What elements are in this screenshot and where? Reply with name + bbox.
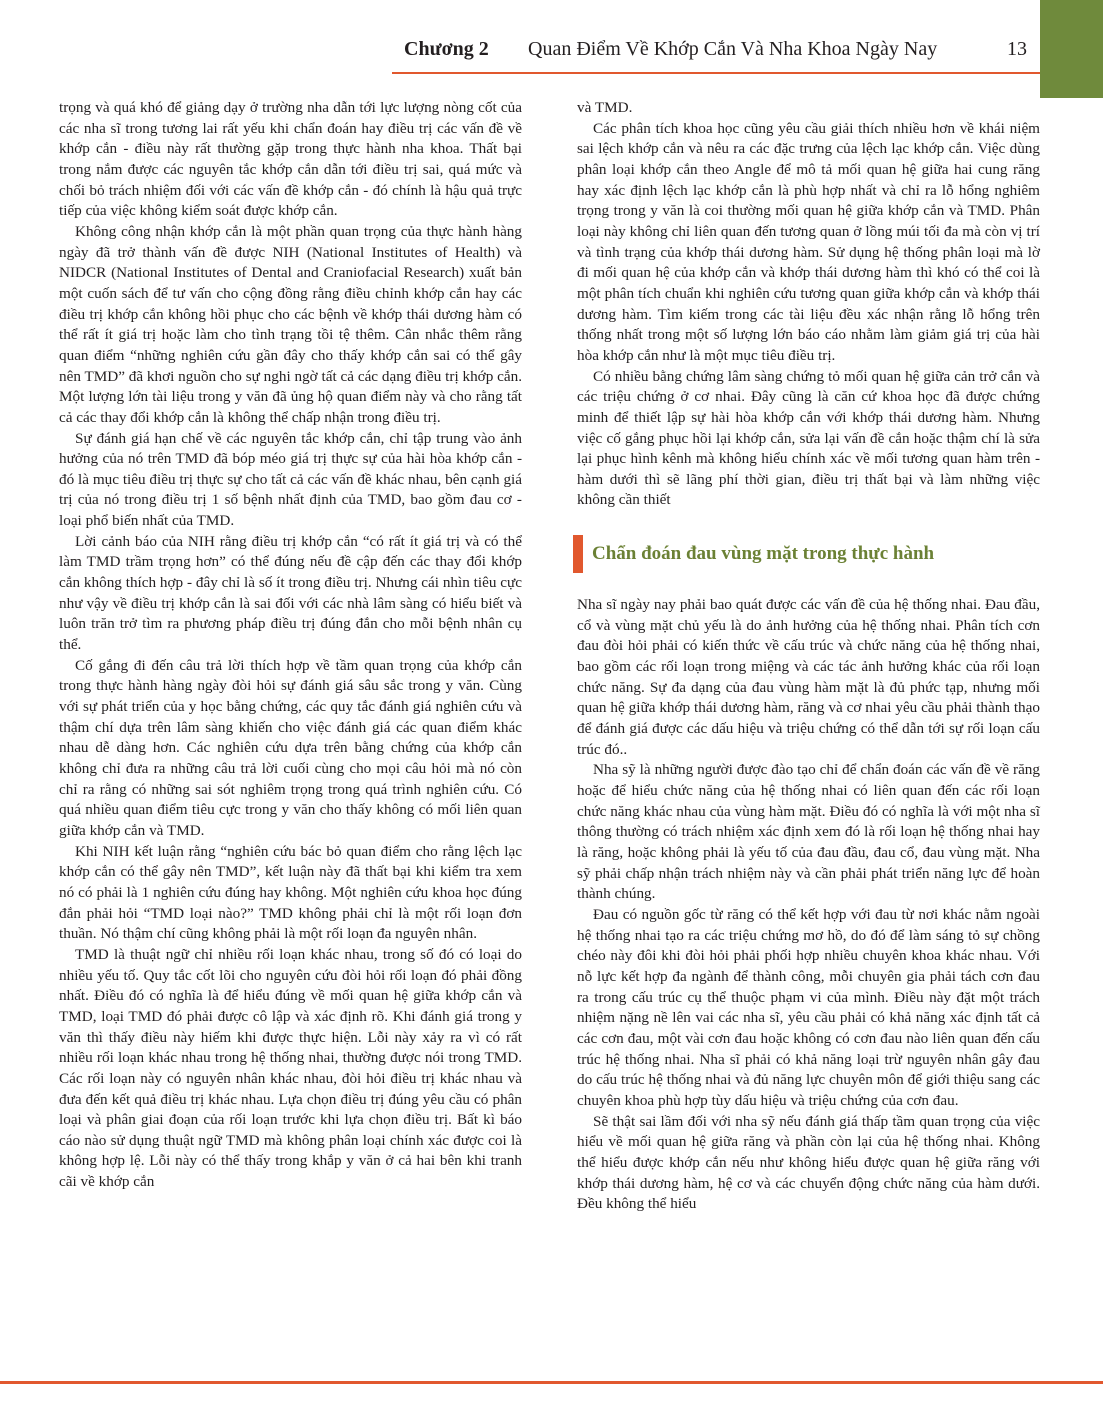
footer-rule [0, 1381, 1103, 1384]
section-heading: Chẩn đoán đau vùng mặt trong thực hành [573, 535, 1040, 573]
paragraph: Sự đánh giá hạn chế về các nguyên tắc khớp cắn, chỉ tập trung vào ảnh hưởng của nó trên TMD đã bóp méo giá trị thực sự của hài hòa khớp cắn - đó là mục tiêu điều trị thực sự cho tất cả các vấn đề khác nhau, bên cạnh giá trị của nó trong điều trị 1 số bệnh nhất định của TMD, bao gồm đau cơ - loại phổ biến nhất của TMD. [59, 429, 522, 530]
chapter-label: Chương 2 [404, 38, 489, 60]
paragraph: Đau có nguồn gốc từ răng có thể kết hợp với đau từ nơi khác nằm ngoài hệ thống nhai tạo ra các triệu chứng mơ hồ, do đó để làm sáng tỏ sự chồng chéo này đôi khi đòi hỏi phải phối hợp nhiều chuyên khoa khác nhau. Với nỗ lực kết hợp đa ngành để thành công, mỗi chuyên gia phải tách cơn đau ra trong cấu trúc cụ thể thuộc phạm vi của mình. Điều này đặt một trách nhiệm nặng nề lên vai các nha sĩ, yêu cầu phải có khả năng xác định tất cả các cơn đau, một vài cơn đau hoặc không có cơn đau nào liên quan đến cấu trúc hệ thống nhai. Nha sĩ phải có khả năng loại trừ nguyên nhân gây đau do cấu trúc hệ thống nhai và đủ năng lực chuyên môn để giới thiệu sang các chuyên khoa phù hợp tùy dấu hiệu và triệu chứng của cơn đau. [577, 905, 1040, 1109]
paragraph: và TMD. [577, 99, 633, 116]
page-number: 13 [1007, 38, 1027, 60]
paragraph: Không công nhận khớp cắn là một phần quan trọng của thực hành hàng ngày đã trở thành vấn đề được NIH (National Institutes of Health) và NIDCR (National Institutes of Dental and Craniofacial Research) xuất bản một cuốn sách để tư vấn cho cộng đồng rằng điều chỉnh khớp cắn hay các điều trị khớp cắn không hồi phục cho các bệnh về khớp thái dương hàm có thể rất ít giá trị hoặc làm cho tình trạng tồi tệ thêm. Cân nhắc thêm rằng quan điểm “những nghiên cứu gần đây cho thấy khớp cắn sai có thể gây nên TMD” đã khơi nguồn cho sự nghi ngờ tất cả các dạng điều trị khớp cắn. Một lượng lớn tài liệu trong y văn đã ủng hộ quan điểm này và cho rằng tất cả các thay đổi khớp cắn là không thể chấp nhận trong điều trị. [59, 222, 522, 426]
paragraph: trọng và quá khó để giảng dạy ở trường nha dẫn tới lực lượng nòng cốt của các nha sĩ trong tương lai rất yếu khi chẩn đoán hay điều trị các vấn đề về khớp cắn - điều này rất thường gặp trong thực hành nha khoa. Thất bại trong nắm được các nguyên tắc khớp cắn dẫn tới điều trị sai, quá mức và chối bỏ trách nhiệm đối với các vấn đề khớp cắn - đó chính là hậu quả trực tiếp của việc không kiểm soát được khớp cắn. [59, 99, 522, 220]
paragraph: Nha sĩ ngày nay phải bao quát được các vấn đề của hệ thống nhai. Đau đầu, cổ và vùng mặt chủ yếu là do ảnh hưởng của hệ thống nhai. Phân tích cơn đau đòi hỏi phải có kiến thức về cấu trúc và chức năng của hệ thống nhai, bao gồm các rối loạn trong miệng và các tác ảnh hưởng khác của rối loạn chức năng. Sự đa dạng của đau vùng hàm mặt là đủ phức tạp, nhưng mối quan hệ giữa khớp thái dương hàm, răng và cơ nhai yêu cầu phải thành thạo để đánh giá được các dấu hiệu và triệu chứng có thể dẫn tới sự rối loạn cấu trúc đó.. [577, 596, 1040, 758]
paragraph: Sẽ thật sai lầm đối với nha sỹ nếu đánh giá thấp tầm quan trọng của việc hiểu về mối quan hệ giữa răng và phần còn lại của hệ thống nhai. Không thể hiểu được khớp cắn nếu như không hiểu được quan hệ giữa răng với khớp thái dương hàm, hệ cơ và các chuyển động chức năng của hàm dưới. Đều không thể hiểu [577, 1112, 1040, 1213]
header-rule [392, 72, 1040, 74]
chapter-title: Quan Điểm Về Khớp Cắn Và Nha Khoa Ngày Nay [528, 38, 938, 60]
paragraph: Có nhiều bằng chứng lâm sàng chứng tỏ mối quan hệ giữa cản trở cắn và các triệu chứng ở cơ nhai. Đây cũng là căn cứ khoa học đã được chứng minh để thiết lập sự hài hòa khớp cắn với khớp thái dương hàm. Nhưng việc cố gắng phục hồi lại khớp cắn, sửa lại vấn đề cắn hoặc thậm chí là sửa lại phục hình kênh mà không hiểu chính xác về mối tương quan hàm trên - hàm dưới thì sẽ lãng phí thời gian, điều trị thất bại và làm những việc không cần thiết [577, 367, 1040, 509]
paragraph: Lời cảnh báo của NIH rằng điều trị khớp cắn “có rất ít giá trị và có thể làm TMD trầm trọng hơn” có thể đúng nếu đề cập đến các thay đổi khớp cắn không thích hợp - đây chỉ là số ít trong điều trị. Nhưng cái nhìn tiêu cực như vậy về điều trị khớp cắn là sai đối với các nhà lâm sàng có hiểu biết và luôn trăn trở tìm ra phương pháp điều trị đúng đắn cho mỗi bệnh nhân cụ thể. [59, 532, 522, 654]
paragraph: Nha sỹ là những người được đào tạo chỉ để chẩn đoán các vấn đề về răng hoặc để hiểu chức năng của hệ thống nhai có liên quan đến các rối loạn chức năng khác nhau của vùng hàm mặt. Điều đó có nghĩa là với một nha sĩ thông thường có trách nhiệm xác định xem đó là rối loạn hệ thống nhai hay là răng, hoặc không phải là yếu tố của đau đầu, đau cổ, đau vùng mặt. Nha sỹ phải chấp nhận trách nhiệm này và cần phải phát triển năng lực để hoàn thành chúng. [577, 761, 1040, 903]
paragraph: Cố gắng đi đến câu trả lời thích hợp về tầm quan trọng của khớp cắn trong thực hành hàng ngày đòi hỏi sự đánh giá sâu sắc trong y văn. Cùng với sự phát triển của y học bằng chứng, các quy tắc đánh giá nghiên cứu và thậm chí dựa trên lâm sàng khiến cho việc đánh giá các quan điểm khác nhau dễ dàng hơn. Các nghiên cứu dựa trên bằng chứng của khớp cắn không chỉ đưa ra những câu trả lời cuối cùng cho mọi câu hỏi mà nó còn chỉ ra rằng có những sai sót nghiêm trọng trong quá trình nghiên cứu. Có quá nhiều quan điểm tiêu cực trong y văn cho thấy không có mối liên quan giữa khớp cắn và TMD. [59, 656, 522, 839]
left-column [59, 98, 522, 1193]
paragraph: Khi NIH kết luận rằng “nghiên cứu bác bỏ quan điểm cho rằng lệch lạc khớp cắn có thể gây nên TMD”, kết luận này đã thất bại khi kiểm tra xem nó có phải là 1 nghiên cứu đúng hay không. Một nghiên cứu khoa học đúng đắn phải hỏi “TMD loại nào?” TMD không phải chỉ là một rối loạn đơn thuần. Nó thậm chí cũng không phải là một rối loạn đa nguyên nhân. [59, 842, 522, 943]
paragraph: TMD là thuật ngữ chỉ nhiều rối loạn khác nhau, trong số đó có loại do nhiều yếu tố. Quy tắc cốt lõi cho nguyên cứu đòi hỏi rối loạn đó phải đồng nhất. Điều đó có nghĩa là để hiểu đúng về mối quan hệ giữa khớp cắn và TMD, loại TMD đó phải được cô lập và xác định rõ. Khi đánh giá trong y văn thì thấy điều này hiếm khi được thực hiện. Lỗi này xảy ra vì có rất nhiều rối loạn khác nhau trong hệ thống nhai, thường được nói trong TMD. Các rối loạn này có nguyên nhân khác nhau, đòi hỏi điều trị khác nhau và đưa đến kết quả điều trị khác nhau. Lựa chọn điều trị đúng yêu cầu có phân loại và phân giai đoạn của rối loạn trước khi lựa chọn điều trị. Bất kì báo cáo nào sử dụng thuật ngữ TMD mà không phân loại chính xác được coi là không hợp lệ. Lỗi này có thể thấy trong khắp y văn ở cả hai bên khi tranh cãi về khớp cắn [59, 945, 522, 1191]
paragraph: Các phân tích khoa học cũng yêu cầu giải thích nhiều hơn về khái niệm sai lệch khớp cắn và nêu ra các đặc trưng của lệch lạc khớp cắn. Việc dùng phân loại khớp cắn theo Angle để mô tả mối quan hệ giữa hai cung răng hay xác định lệch lạc khớp cắn là phù hợp nhất và chỉ ra lỗ hổng nghiêm trọng trong y văn là coi thường mối quan hệ giữa khớp cắn và TMD. Phân loại này không chỉ liên quan đến tương quan ở lồng múi tối đa mà còn vị trí và tình trạng của khớp thái dương hàm. Sử dụng hệ thống phân loại mà lờ đi mối quan hệ của khớp cắn và khớp thái dương hàm thì khó có thể coi là một phân tích chuẩn khi nghiên cứu tương quan giữa khớp cắn và khớp thái dương hàm. Tìm kiếm trong các tài liệu đều xác nhận rằng lỗ hổng trên thống nhất trong một số lượng lớn báo cáo nhằm làm giảm giá trị của hài hòa khớp cắn như là một mục tiêu điều trị. [577, 119, 1040, 364]
right-column [577, 98, 1040, 1215]
chapter-color-tab [1040, 0, 1103, 98]
running-header [392, 38, 1032, 68]
